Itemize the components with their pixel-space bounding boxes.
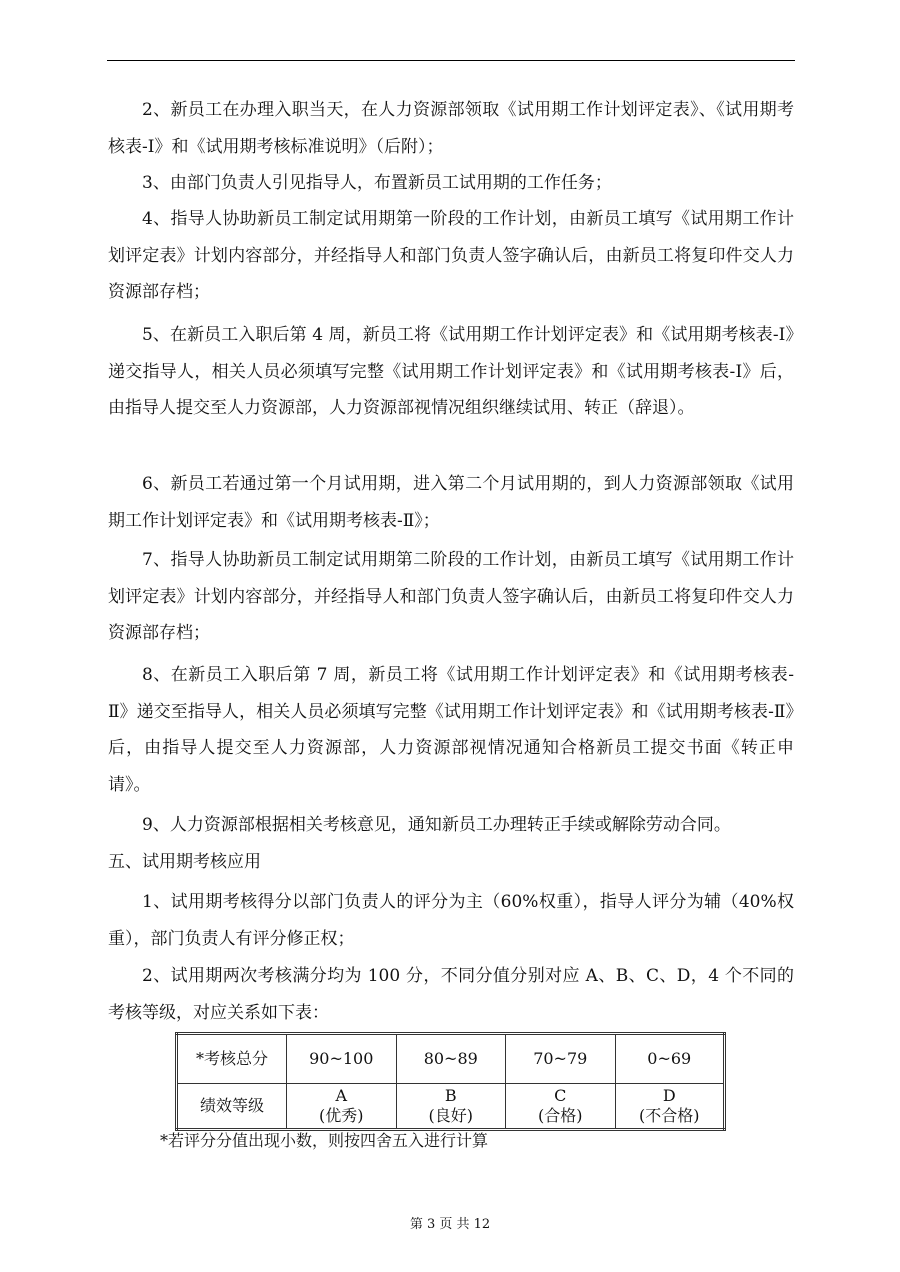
table-row (177, 1084, 725, 1130)
score-range-cell: 0~69 (615, 1034, 725, 1084)
score-range-cell: 70~79 (506, 1034, 616, 1084)
grade-cell (396, 1084, 506, 1130)
grade-label: (优秀) (319, 1106, 364, 1125)
grade-table (175, 1032, 726, 1131)
grade-label: (不合格) (639, 1106, 700, 1125)
paragraph-apply-2: 2、试用期两次考核满分均为 100 分，不同分值分别对应 A、B、C、D，4 个不同的考核等级，对应关系如下表： (108, 966, 794, 1023)
paragraph-5: 5、在新员工入职后第 4 周，新员工将《试用期工作计划评定表》和《试用期考核表-Ⅰ》递交指导人，相关人员必须填写完整《试用期工作计划评定表》和《试用期考核表-Ⅰ》后，由指导人提交至人力资源部，人力资源部视情况组织继续试用、转正（辞退）。 (108, 325, 794, 418)
section-heading: 五、试用期考核应用 (108, 852, 261, 872)
paragraph-6: 6、新员工若通过第一个月试用期，进入第二个月试用期的，到人力资源部领取《试用期工作计划评定表》和《试用期考核表-Ⅱ》； (108, 474, 794, 531)
grade-cell (615, 1084, 725, 1130)
paragraph-3: 3、由部门负责人引见指导人，布置新员工试用期的工作任务； (142, 173, 612, 193)
grade-header-cell: 绩效等级 (177, 1084, 287, 1130)
paragraph-2: 2、新员工在办理入职当天，在人力资源部领取《试用期工作计划评定表》、《试用期考核表-Ⅰ》和《试用期考核标准说明》（后附）； (108, 100, 794, 157)
grade-label: (合格) (538, 1106, 583, 1125)
grade-letter: D (662, 1086, 676, 1105)
grade-cell (506, 1084, 616, 1130)
paragraph-apply-1: 1、试用期考核得分以部门负责人的评分为主（60%权重），指导人评分为辅（40%权重），部门负责人有评分修正权； (108, 892, 794, 949)
table-note: *若评分分值出现小数，则按四舍五入进行计算 (160, 1131, 489, 1150)
grade-cell (287, 1084, 397, 1130)
grade-letter: B (444, 1086, 457, 1105)
grade-letter: A (335, 1086, 348, 1105)
paragraph-4: 4、指导人协助新员工制定试用期第一阶段的工作计划，由新员工填写《试用期工作计划评定表》计划内容部分，并经指导人和部门负责人签字确认后，由新员工将复印件交人力资源部存档； (108, 209, 794, 302)
paragraph-7: 7、指导人协助新员工制定试用期第二阶段的工作计划，由新员工填写《试用期工作计划评定表》计划内容部分，并经指导人和部门负责人签字确认后，由新员工将复印件交人力资源部存档； (108, 550, 794, 643)
table-row (177, 1034, 725, 1084)
grade-letter: C (554, 1086, 567, 1105)
header-rule (107, 60, 795, 61)
page-footer: 第 3 页 共 12 (409, 1217, 491, 1232)
score-range-cell: 80~89 (396, 1034, 506, 1084)
paragraph-9: 9、人力资源部根据相关考核意见，通知新员工办理转正手续或解除劳动合同。 (142, 815, 731, 835)
grade-label: (良好) (428, 1106, 473, 1125)
score-range-cell: 90~100 (287, 1034, 397, 1084)
paragraph-8: 8、在新员工入职后第 7 周，新员工将《试用期工作计划评定表》和《试用期考核表-Ⅱ》递交至指导人，相关人员必须填写完整《试用期工作计划评定表》和《试用期考核表-Ⅱ》后，由指导人提交至人力资源部，人力资源部视情况通知合格新员工提交书面《转正申请》。 (108, 665, 794, 795)
score-header-cell: *考核总分 (177, 1034, 287, 1084)
